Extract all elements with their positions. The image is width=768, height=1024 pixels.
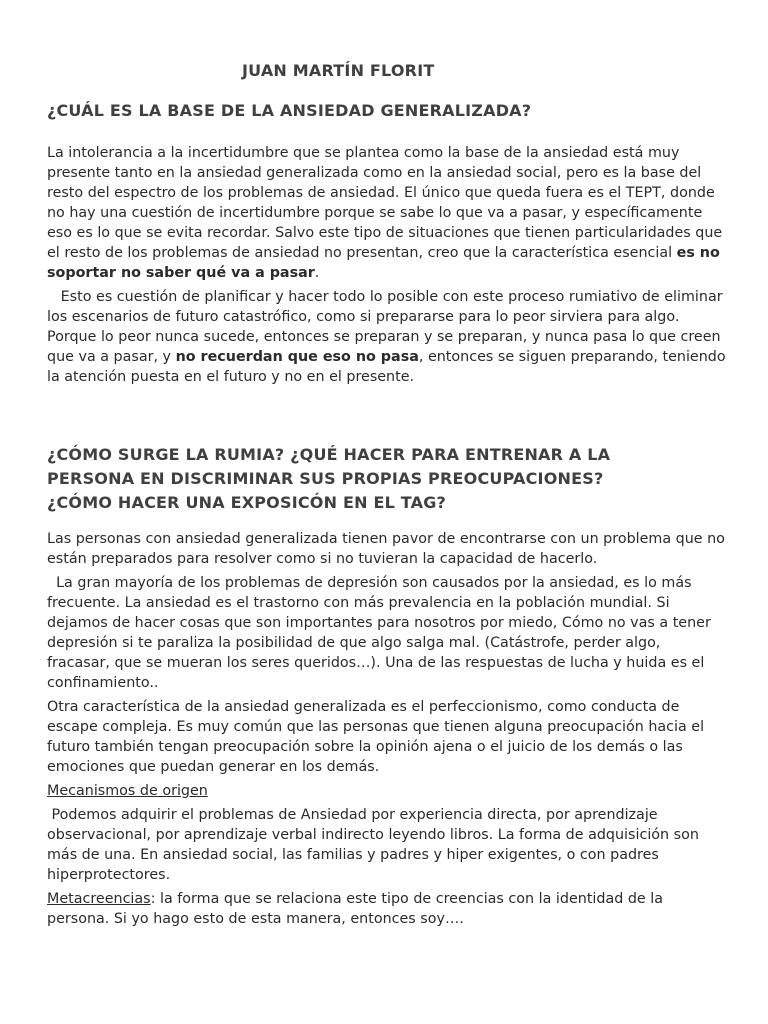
author-name: JUAN MARTÍN FLORIT — [242, 61, 435, 80]
section2-heading-line-2: PERSONA EN DISCRIMINAR SUS PROPIAS PREOCUPACIONES? — [47, 469, 604, 488]
paragraph-text: : la forma que se relaciona este tipo de creencias con la identidad de la persona. Si yo hago esto de esta manera, entonces soy…. — [47, 891, 664, 927]
section1-paragraph-2 — [47, 287, 731, 387]
paragraph-text: Esto es cuestión de planificar y hacer todo lo posible con este proceso rumiativo de eliminar los escenarios de futuro catastrófico, como si prepararse para lo peor sirviera para algo. Porque lo peor nunca sucede, entonces se preparan y se preparan, y nunca pasa lo que creen que va a pasar, y — [47, 289, 728, 365]
section2-body — [47, 529, 727, 933]
section2-heading — [47, 443, 727, 515]
paragraph-text-end: , entonces se siguen preparando, teniendo la atención puesta en el futuro y no en el presente. — [47, 349, 731, 385]
section2-heading-line-1: ¿CÓMO SURGE LA RUMIA? ¿QUÉ HACER PARA ENTRENAR A LA — [47, 445, 611, 464]
emphasis-text: es no soportar no saber qué va a pasar — [47, 245, 720, 281]
section2-paragraph-4: Podemos adquirir el problemas de Ansiedad por experiencia directa, por aprendizaje observacional, por aprendizaje verbal indirecto leyendo libros. La forma de adquisición son más de una. En ansiedad social, las familias y padres y hiper exigentes, o con padres hiperprotectores. — [47, 807, 704, 883]
section1-heading: ¿CUÁL ES LA BASE DE LA ANSIEDAD GENERALIZADA? — [47, 101, 532, 120]
emphasis-text: no recuerdan que eso no pasa — [175, 349, 419, 365]
mecanismos-label: Mecanismos de origen — [47, 783, 208, 799]
paragraph-text: La intolerancia a la incertidumbre que se plantea como la base de la ansiedad está muy presente tanto en la ansiedad generalizada como en la ansiedad social, pero es la base del resto del espectro de los problemas de ansiedad. El único que queda fuera es el TEPT, donde no hay una cuestión de incertidumbre porque se sabe lo que va a pasar, y específicamente eso es lo que se evita recordar. Salvo este tipo de situaciones que tienen particularidades que el resto de los problemas de ansiedad no presentan, creo que la característica esencial — [47, 145, 723, 261]
section2-paragraph-2: La gran mayoría de los problemas de depresión son causados por la ansiedad, es lo más frecuente. La ansiedad es el trastorno con más prevalencia en la población mundial. Si dejamos de hacer cosas que son importantes para nosotros por miedo, Cómo no vas a tener depresión si te paraliza la posibilidad de que algo salga mal. (Catástrofe, perder algo, fracasar, que se mueran los seres queridos…). Una de las respuestas de lucha y huida es el confinamiento.. — [47, 575, 716, 691]
section2-heading-line-3: ¿CÓMO HACER UNA EXPOSICÓN EN EL TAG? — [47, 493, 447, 512]
section2-paragraph-5 — [47, 889, 727, 929]
metacreencias-label: Metacreencias — [47, 891, 151, 907]
paragraph-text-end: . — [314, 265, 320, 281]
section1-paragraph-1 — [47, 143, 727, 283]
section2-paragraph-3: Otra característica de la ansiedad generalizada es el perfeccionismo, como conducta de escape compleja. Es muy común que las personas que tienen alguna preocupación hacia el futuro también tengan preocupación sobre la opinión ajena o el juicio de los demás o las emociones que puedan generar en los demás. — [47, 699, 705, 775]
section1-body — [47, 143, 731, 391]
section2-paragraph-1: Las personas con ansiedad generalizada tienen pavor de encontrarse con un problema que no están preparados para resolver como si no tuvieran la capacidad de hacerlo. — [47, 531, 725, 567]
